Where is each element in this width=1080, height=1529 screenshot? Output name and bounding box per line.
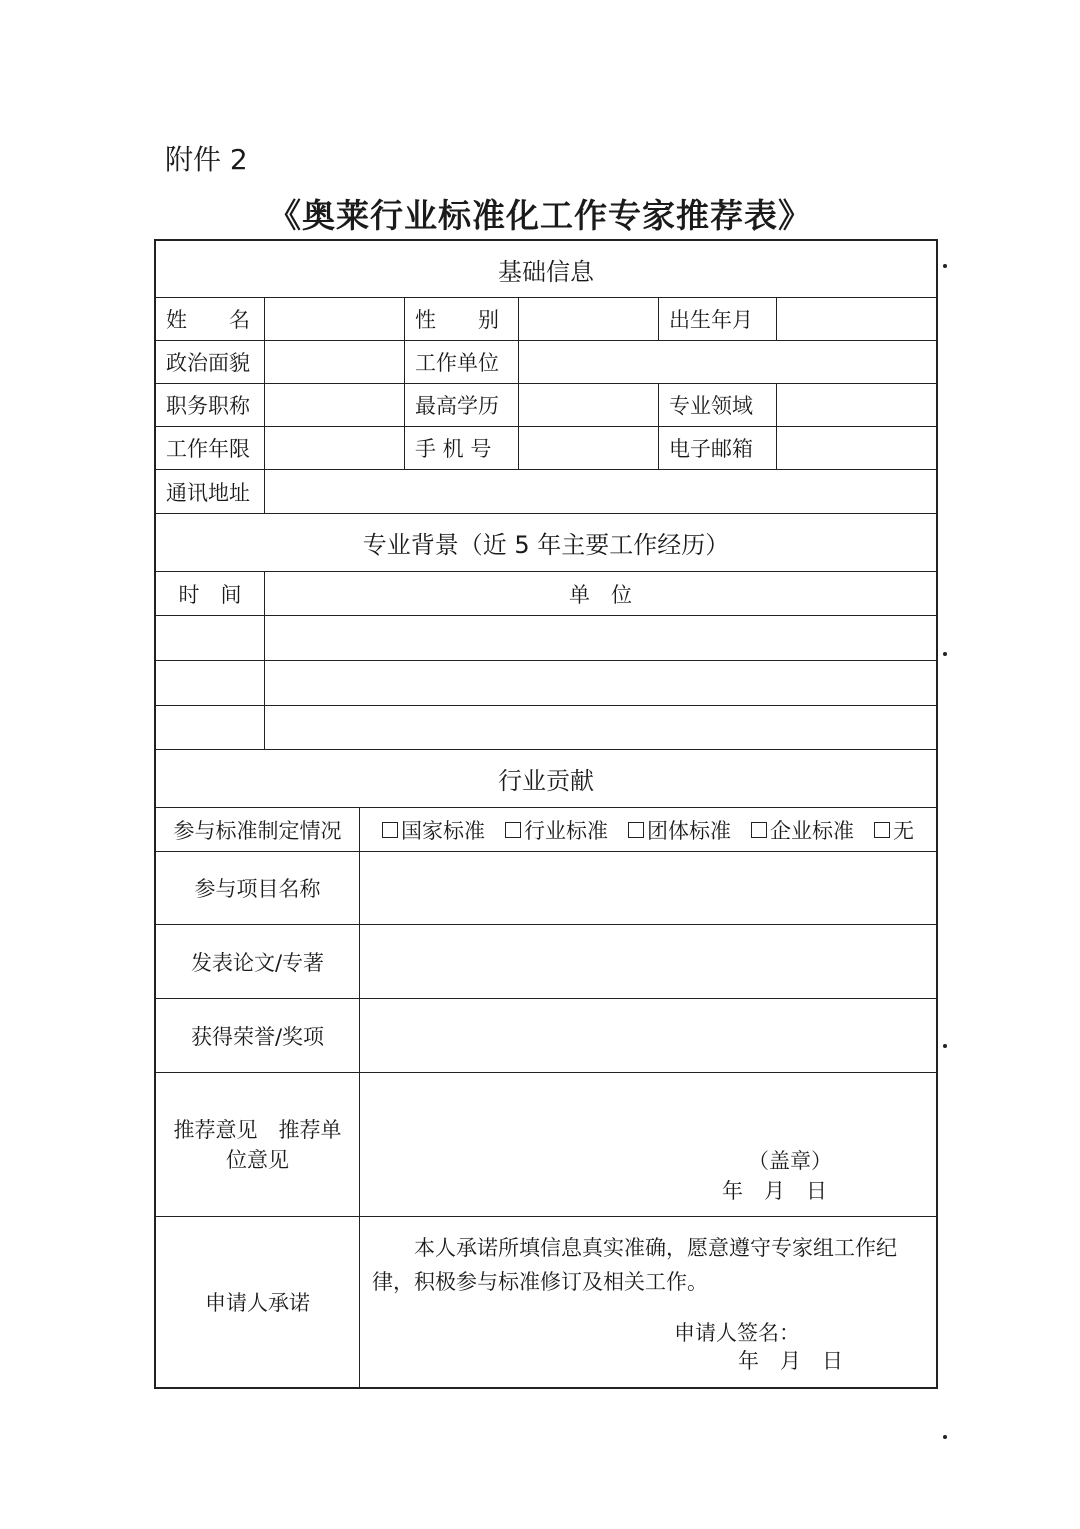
form-row [156, 427, 936, 470]
phone-label: 手 机 号 [405, 427, 519, 469]
birth-field[interactable] [777, 298, 936, 340]
recommendation-row [156, 1073, 936, 1217]
recommendation-form-table [154, 239, 938, 1389]
checkbox-icon[interactable] [751, 822, 767, 838]
employer-field[interactable] [519, 341, 936, 383]
political-label: 政治面貌 [156, 341, 265, 383]
recommend-date: 年 月 日 [722, 1179, 827, 1203]
projects-label: 参与项目名称 [156, 852, 360, 924]
recommend-field[interactable] [360, 1073, 936, 1216]
employer-label: 工作单位 [405, 341, 519, 383]
scan-dot [943, 652, 947, 656]
attachment-label: 附件 2 [165, 143, 248, 176]
background-header-row [156, 514, 936, 572]
papers-field[interactable] [360, 925, 936, 998]
commit-statement: 本人承诺所填信息真实准确，愿意遵守专家组工作纪律，积极参与标准修订及相关工作。 [372, 1236, 897, 1294]
seal-text: （盖章） [748, 1149, 832, 1173]
option-none[interactable]: 无 [874, 815, 914, 845]
section-title-contribution: 行业贡献 [498, 767, 594, 795]
contribution-header-row [156, 750, 936, 808]
table-row [156, 616, 936, 661]
gender-field[interactable] [519, 298, 659, 340]
form-row [156, 341, 936, 384]
name-label: 姓 名 [156, 298, 265, 340]
name-field[interactable] [265, 298, 405, 340]
form-title: 《奥莱行业标准化工作专家推荐表》 [268, 196, 812, 235]
form-row [156, 470, 936, 514]
birth-label: 出生年月 [659, 298, 777, 340]
commit-date: 年 月 日 [738, 1349, 843, 1373]
section-title-background: 专业背景（近 5 年主要工作经历） [362, 531, 730, 559]
honors-label: 获得荣誉/奖项 [156, 999, 360, 1072]
checkbox-icon[interactable] [505, 822, 521, 838]
form-row [156, 384, 936, 427]
option-group-standard[interactable]: 团体标准 [628, 815, 731, 845]
address-field[interactable] [265, 470, 936, 513]
scan-dot [943, 1435, 947, 1439]
political-field[interactable] [265, 341, 405, 383]
standards-label: 参与标准制定情况 [156, 808, 360, 851]
basic-info-header-row [156, 241, 936, 298]
education-field[interactable] [519, 384, 659, 426]
title-label: 职务职称 [156, 384, 265, 426]
checkbox-icon[interactable] [382, 822, 398, 838]
field-field[interactable] [777, 384, 936, 426]
email-label: 电子邮箱 [659, 427, 777, 469]
table-row [156, 661, 936, 706]
years-label: 工作年限 [156, 427, 265, 469]
checkbox-icon[interactable] [628, 822, 644, 838]
unit-field[interactable] [265, 661, 936, 705]
unit-field[interactable] [265, 616, 936, 660]
unit-field[interactable] [265, 706, 936, 749]
time-column-header: 时 间 [156, 572, 265, 615]
standards-options [360, 808, 936, 851]
option-enterprise-standard[interactable]: 企业标准 [751, 815, 854, 845]
phone-field[interactable] [519, 427, 659, 469]
commitment-row [156, 1217, 936, 1387]
papers-row [156, 925, 936, 999]
signature-label: 申请人签名： [674, 1321, 800, 1345]
section-title-basic-info: 基础信息 [498, 257, 594, 286]
projects-field[interactable] [360, 852, 936, 924]
form-row [156, 298, 936, 341]
standards-row [156, 808, 936, 852]
background-column-header-row [156, 572, 936, 616]
field-label: 专业领域 [659, 384, 777, 426]
unit-column-header: 单 位 [569, 582, 632, 607]
address-label: 通讯地址 [156, 470, 265, 513]
option-industry-standard[interactable]: 行业标准 [505, 815, 608, 845]
commit-label: 申请人承诺 [156, 1217, 360, 1387]
time-field[interactable] [156, 661, 265, 705]
scan-dot [943, 1044, 947, 1048]
commit-content [360, 1217, 936, 1387]
scan-dot [943, 264, 947, 268]
honors-field[interactable] [360, 999, 936, 1072]
table-row [156, 706, 936, 750]
option-national-standard[interactable]: 国家标准 [382, 815, 485, 845]
time-field[interactable] [156, 706, 265, 749]
recommend-label: 推荐意见 推荐单位意见 [156, 1073, 360, 1216]
title-field[interactable] [265, 384, 405, 426]
years-field[interactable] [265, 427, 405, 469]
checkbox-icon[interactable] [874, 822, 890, 838]
gender-label: 性 别 [405, 298, 519, 340]
education-label: 最高学历 [405, 384, 519, 426]
papers-label: 发表论文/专著 [156, 925, 360, 998]
honors-row [156, 999, 936, 1073]
time-field[interactable] [156, 616, 265, 660]
email-field[interactable] [777, 427, 936, 469]
projects-row [156, 852, 936, 925]
